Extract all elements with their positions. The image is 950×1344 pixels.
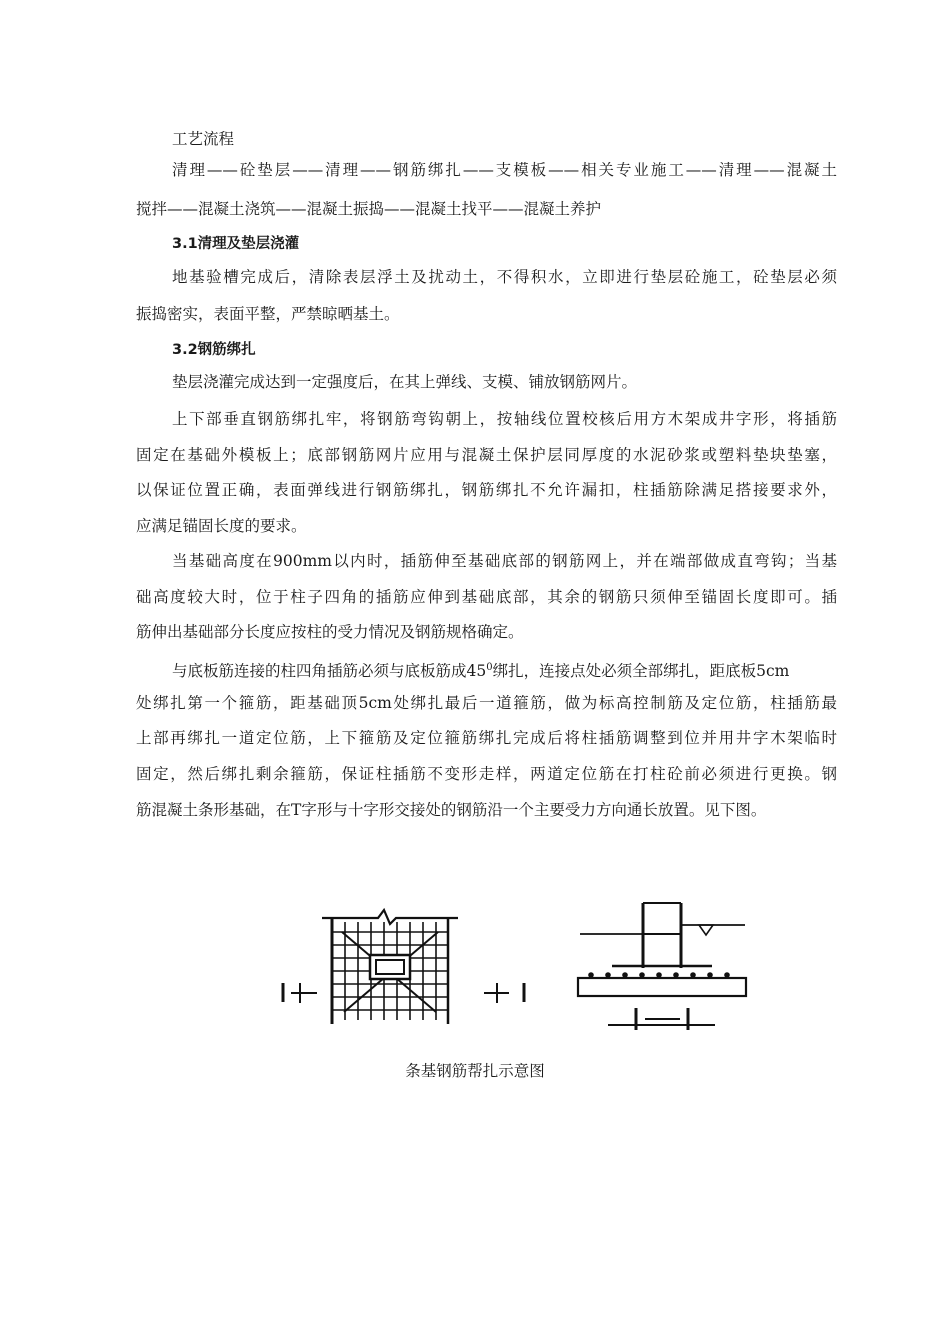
section-3-2-p3-line-3: 筋伸出基础部分长度应按柱的受力情况及钢筋规格确定。 [136, 623, 524, 641]
section-3-2-p4-line-5: 筋混凝土条形基础，在T字形与十字形交接处的钢筋沿一个主要受力方向通长放置。见下图。 [136, 801, 767, 819]
section-3-2-p4-line-4: 固定，然后绑扎剩余箍筋，保证柱插筋不变形走样，两道定位筋在打柱砼前必须进行更换。钢 [136, 765, 837, 783]
process-flow-line-1: 清理——砼垫层——清理——钢筋绑扎——支模板——相关专业施工——清理——混凝土 [172, 161, 837, 179]
section-3-2-p3-line-2: 础高度较大时，位于柱子四角的插筋应伸到基础底部，其余的钢筋只须伸至锚固长度即可。插 [136, 588, 837, 606]
process-title: 工艺流程 [172, 130, 235, 148]
p4-line-1-part-b: 绑扎，连接点处必须全部绑扎，距底板5cm [492, 662, 790, 681]
section-3-2-p2-line-2: 固定在基础外模板上；底部钢筋网片应用与混凝土保护层同厚度的水泥砂浆或塑料垫块垫塞， [136, 446, 837, 464]
section-3-2-p2-line-4: 应满足锚固长度的要求。 [136, 517, 307, 535]
section-view [578, 903, 746, 1030]
plan-view [283, 910, 524, 1024]
p4-line-1-part-a: 与底板筋连接的柱四角插筋必须与底板筋成45 [172, 662, 487, 681]
section-3-2-heading: 3.2钢筋绑扎 [172, 342, 256, 358]
section-3-2-p2-line-1: 上下部垂直钢筋绑扎牢，将钢筋弯钩朝上，按轴线位置校核后用方木架成井字形，将插筋 [172, 410, 837, 428]
section-3-2-p2-line-3: 以保证位置正确，表面弹线进行钢筋绑扎，钢筋绑扎不允许漏扣，柱插筋除满足搭接要求外， [136, 481, 837, 499]
section-3-1-line-2: 振捣密实，表面平整，严禁晾晒基土。 [136, 305, 400, 323]
section-3-1-heading: 3.1清理及垫层浇灌 [172, 236, 300, 252]
section-3-2-p3-line-1: 当基础高度在900mm以内时，插筋伸至基础底部的钢筋网上，并在端部做成直弯钩；当基 [172, 552, 837, 570]
process-flow-line-2: 搅拌——混凝土浇筑——混凝土振捣——混凝土找平——混凝土养护 [136, 200, 602, 218]
section-3-2-paragraph-1: 垫层浇灌完成达到一定强度后，在其上弹线、支模、铺放钢筋网片。 [172, 373, 638, 391]
section-3-2-p4-line-2: 处绑扎第一个箍筋，距基础顶5cm处绑扎最后一道箍筋，做为标高控制筋及定位筋，柱插筋最 [136, 694, 837, 712]
degree-superscript: 0 [486, 662, 493, 673]
section-3-2-p4-line-3: 上部再绑扎一道定位筋，上下箍筋及定位箍筋绑扎完成后将柱插筋调整到位并用井字木架临时 [136, 729, 837, 747]
figure-caption: 条基钢筋帮扎示意图 [405, 1062, 545, 1080]
section-3-1-line-1: 地基验槽完成后，清除表层浮土及扰动土，不得积水，立即进行垫层砼施工，砼垫层必须 [172, 268, 837, 286]
